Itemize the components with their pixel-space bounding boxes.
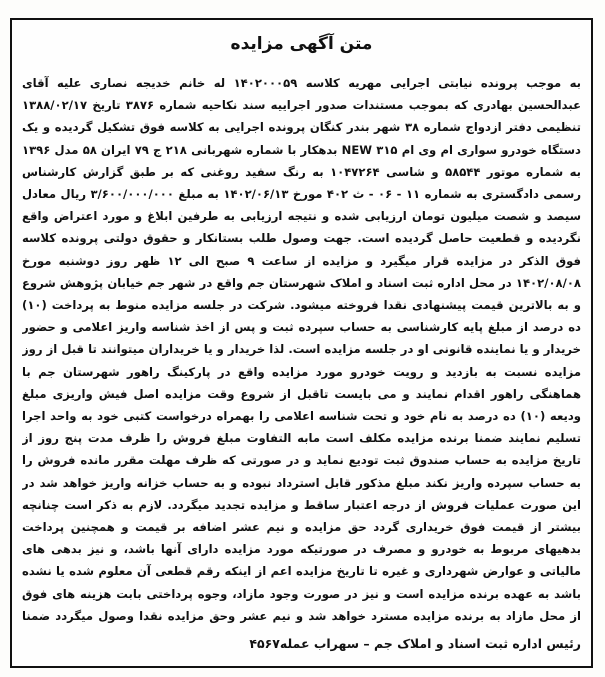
notice-title: متن آگهی مزایده	[230, 34, 373, 54]
notice-signature: رئیس اداره ثبت اسناد و املاک جم – سهراب عمله۴۵۶۷	[249, 636, 581, 651]
notice-body: به موجب پرونده نیابتی اجرایی مهریه کلاسه ۱۴۰۲۰۰۰۵۹ له خانم خدیجه نصاری علیه آقای عبدالحسین بهادری که بموجب مستندات صدور اجراییه سند نکاحیه شماره ۳۸۷۶ تاریخ ۱۳۸۸/۰۲/۱۷ تنظیمی دفتر ازدواج شماره ۳۸ شهر بندر کنگان پرونده اجرایی به کلاسه فوق تشکیل گردیده و یک دستگاه خودرو سواری ام وی ام ۳۱۵ NEW بدهکار با شماره شهربانی ۲۱۸ ج ۷۹ ایران ۵۸ مدل ۱۳۹۶ به شماره موتور ۵۸۵۴۴ و شاسی ۱۰۴۷۲۶۴ به رنگ سفید روغنی که بر طبق گزارش کارشناس رسمی دادگستری به شماره ۱۱ - ۰۶ - ث ۴۰۲ مورخ ۱۴۰۲/۰۶/۱۳ به مبلغ ۳/۶۰۰/۰۰۰/۰۰۰ ریال معادل سیصد و شصت میلیون تومان ارزیابی شده و نتیجه ارزیابی به طرفین ابلاغ و مورد اعتراض واقع نگردیده و قطعیت حاصل گردیده است. جهت وصول طلب بستانکار و حقوق دولتی پرونده کلاسه فوق الذکر در مزایده قرار میگیرد و مزایده از ساعت ۹ صبح الی ۱۲ ظهر روز دوشنبه مورخ ۱۴۰۲/۰۸/۰۸ در محل اداره ثبت اسناد و املاک شهرستان جم واقع در شهر جم خیابان پژوهش شروع و به بالاترین قیمت پیشنهادی نقدا فروخته میشود. شرکت در جلسه مزایده منوط به پرداخت (۱۰) ده درصد از مبلغ پایه کارشناسی به حساب سپرده ثبت و پس از اخذ شناسه واریز اعلامی و حضور خریدار و یا نماینده قانونی او در جلسه مزایده است. لذا خریدار و یا خریداران میتوانند تا قبل از روز مزایده نسبت به بازدید و رویت خودرو مورد مزایده واقع در پارکینگ راهور شهرستان جم با هماهنگی راهور اقدام نمایند و می بایست تاقبل از شروع وقت مزایده اصل فیش واریزی مبلغ ودیعه (۱۰) ده درصد به نام خود و تحت شناسه اعلامی را بهمراه درخواست کتبی خود به واحد اجرا تسلیم نمایند ضمنا برنده مزایده مکلف است مابه التفاوت مبلغ فروش را ظرف مدت پنج روز از تاریخ مزایده به حساب صندوق ثبت تودیع نماید و در صورتی که ظرف مهلت مقرر مانده فروش را به حساب سپرده واریز نکند مبلغ مذکور قابل استرداد نبوده و به حساب خزانه واریز خواهد شد در این صورت عملیات فروش از درجه اعتبار ساقط و مزایده تجدید میگردد. لازم به ذکر است چنانچه بیشتر از قیمت فوق خریداری گردد حق مزایده و نیم عشر اضافه بر قیمت و همچنین پرداخت بدهیهای مربوط به خودرو و مصرف در صورتیکه مورد مزایده دارای آنها باشد، و نیز بدهی های مالیاتی و عوارض شهرداری و غیره تا تاریخ مزایده اعم از اینکه رقم قطعی آن معلوم شده یا نشده باشد به عهده برنده مزایده است و نیز در صورت وجود مازاد، وجوه پرداختی بابت هزینه های فوق از محل مازاد به برنده مزایده مسترد خواهد شد و نیم عشر وحق مزایده نقدا وصول میگردد ضمنا	[22, 76, 581, 623]
notice-frame	[10, 18, 593, 668]
